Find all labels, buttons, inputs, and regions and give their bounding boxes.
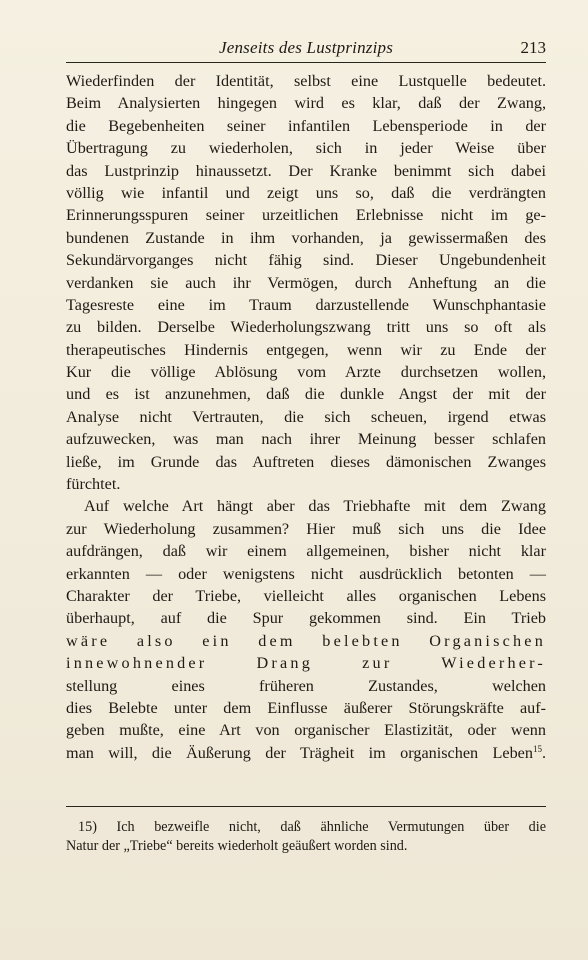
text-line: geben mußte, eine Art von organischer Elastizität, oder wenn (66, 721, 546, 740)
text-line: therapeutisches Hindernis entgegen, wenn wir zu Ende der (66, 340, 546, 359)
text-line: aufzuwecken, was man nach ihrer Meinung besser schlafen (66, 430, 546, 449)
body-text (66, 70, 546, 764)
footnote-line: Natur der „Triebe“ bereits wiederholt geäußert worden sind. (66, 837, 408, 854)
footnote-line: 15) Ich bezweifle nicht, daß ähnliche Vermutungen über die (78, 819, 546, 835)
text-line-emphasis: innewohnender Drang zur Wiederher- (66, 654, 546, 673)
text-line: Sekundärvorganges nicht fähig sind. Dieser Ungebundenheit (66, 251, 546, 270)
text-line: völlig wie infantil und zeigt uns so, daß die verdrängten (66, 183, 546, 202)
text-line: Wiederfinden der Identität, selbst eine Lustquelle bedeutet. (66, 72, 546, 90)
text-line-content: man will, die Äußerung der Trägheit im organischen Leben (66, 743, 533, 762)
header-rule (66, 62, 546, 63)
text-line: ließe, im Grunde das Auftreten dieses dämonischen Zwanges (66, 452, 546, 471)
text-line: Beim Analysierten hingegen wird es klar, daß der Zwang, (66, 94, 546, 113)
text-line: überhaupt, auf die Spur gekommen sind. Ein Trieb (66, 609, 546, 628)
text-line: das Lustprinzip hinaussetzt. Der Kranke benimmt sich dabei (66, 161, 546, 180)
text-line: stellung eines früheren Zustandes, welchen (66, 676, 546, 695)
text-line: Tagesreste eine im Traum darzustellende Wunschphantasie (66, 295, 546, 314)
text-line: Kur die völlige Ablösung vom Arzte durchsetzen wollen, (66, 363, 546, 382)
text-line: aufdrängen, daß wir einem allgemeinen, bisher nicht klar (66, 542, 546, 561)
footnote (66, 818, 546, 855)
footnote-rule (66, 806, 546, 807)
text-line: Übertragung zu wiederholen, sich in jeder Weise über (66, 139, 546, 158)
text-line: dies Belebte unter dem Einflusse äußerer Störungskräfte auf- (66, 698, 546, 717)
text-line: und es ist anzunehmen, daß die dunkle Angst der mit der (66, 385, 546, 404)
running-header (66, 38, 546, 60)
text-line: Charakter der Triebe, vielleicht alles organischen Lebens (66, 586, 546, 605)
text-line: erkannten — oder wenigstens nicht ausdrücklich betonten — (66, 564, 546, 583)
running-title: Jenseits des Lustprinzips (218, 38, 394, 57)
text-line-with-footnote (66, 742, 546, 764)
page-number: 213 (520, 38, 546, 57)
text-line: fürchtet. (66, 475, 121, 494)
line-period: . (541, 743, 546, 762)
text-line-emphasis: wäre also ein dem belebten Organischen (66, 631, 546, 650)
text-line: Analyse nicht Vertrauten, die sich scheuen, irgend etwas (66, 407, 546, 426)
text-line: die Begebenheiten seiner infantilen Lebensperiode in der (66, 116, 546, 135)
text-line: zu bilden. Derselbe Wiederholungszwang tritt uns so oft als (66, 318, 546, 337)
text-line: Auf welche Art hängt aber das Triebhafte mit dem Zwang (84, 497, 546, 516)
text-line: bundenen Zustande in ihm vorhanden, ja gewissermaßen des (66, 228, 546, 247)
footnote-marker: 15 (532, 743, 542, 754)
text-line: Erinnerungsspuren seiner urzeitlichen Erlebnisse nicht im ge- (66, 206, 546, 225)
text-line: zur Wiederholung zusammen? Hier muß sich uns die Idee (66, 519, 546, 538)
text-line: verdanken sie auch ihr Vermögen, durch Anheftung an die (66, 273, 546, 292)
